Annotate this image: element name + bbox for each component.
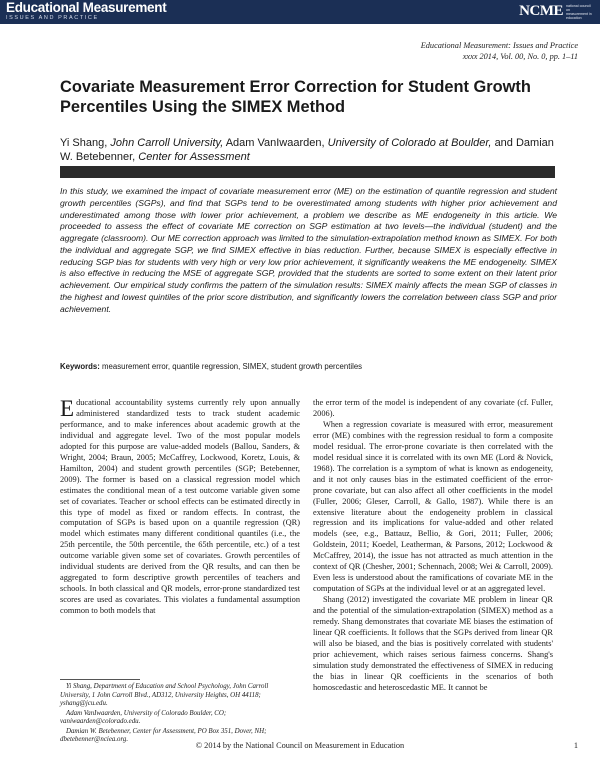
ncme-tagline: national council on measurement in education: [566, 3, 592, 20]
author-name: Yi Shang,: [60, 137, 108, 149]
keywords-list: measurement error, quantile regression, SIMEX, student growth percentiles: [102, 362, 363, 371]
author-affiliation: University of Colorado at Boulder,: [327, 137, 492, 149]
journal-name: Educational Measurement: [6, 0, 167, 15]
footnote-rule: [60, 679, 140, 680]
ncme-logo-text: NCME: [519, 3, 563, 19]
paragraph-text: ducational accountability systems currently rely upon annually administered standardized tests to track student academic performance, and to make inferences about academic growth at the individual and aggregate level. Two of the most popular models adopted for this purpose are value-added models (Ballou, Sanders, & Wright, 2004; Braun, 2005; McCaffrey, Lockwood, Koretz, Louis, & Hamilton, 2004) and student growth percentiles (SGP; Betebenner, 2009). The former is based on a classical regression model which estimates the conditional mean of a test outcome variable given some set of covariates. Teacher or school effects can be estimated directly in this type of model as fixed or random effects. In contrast, the computation of SGPs is based upon on a quantile regression (QR) model which estimates many different conditional quantiles (i.e., the 25th percentile, the 50th percentile, the 65th percentile, etc.) of a test outcome variable given some set of covariates. Growth percentiles of individual students are derived from the QR results, and can then be aggregated to form descriptive growth percentiles of teachers and schools. In both classical and QR models, error-prone standardized test scores are used as covariates. This violates a fundamental assumption common to both models that: [60, 398, 300, 616]
keywords-label: Keywords:: [60, 362, 100, 371]
copyright-line: © 2014 by the National Council on Measurement in Education: [195, 741, 405, 750]
drop-cap: E: [60, 396, 75, 421]
citation-journal: Educational Measurement: Issues and Practice: [420, 41, 578, 50]
journal-banner: [0, 0, 600, 24]
citation-volume: xxxx 2014, Vol. 00, No. 0, pp. 1–11: [462, 52, 578, 61]
journal-brand: [6, 1, 166, 22]
article-title: Covariate Measurement Error Correction for Student Growth Percentiles Using the SIMEX Method: [60, 78, 531, 116]
body-column-right: [313, 398, 553, 694]
header-rule: [60, 166, 555, 178]
society-logo: [519, 3, 592, 20]
body-column-left: [60, 398, 300, 617]
footnote: Adam VanIwaarden, University of Colorado Boulder, CO; vaniwaarden@colorado.edu.: [60, 709, 227, 726]
author-affiliation: John Carroll University,: [110, 137, 224, 149]
body-paragraph: Shang (2012) investigated the covariate ME problem in linear QR and the potential of the simulation-extrapolation (SIMEX) method as a remedy. Shang demonstrates that covariate ME biases the estimation of linear QR coefficients. It follows that the SGPs derived from linear QR will also be biased, and the bias is positively correlated with students' prior achievement, which raises serious fairness concerns. Shang's simulation study demonstrated the effectiveness of SIMEX in reducing the bias in linear QR coefficients in the scenarios of both homoscedastic and heteroscedastic ME. It cannot be: [313, 595, 553, 692]
author-name: and Damian W. Betebenner,: [60, 137, 554, 163]
author-affiliation: Center for Assessment: [138, 151, 250, 163]
footnote: Damian W. Betebenner, Center for Assessment, PO Box 351, Dover, NH; dbetebenner@nciea.org.: [60, 727, 267, 744]
author-list: [60, 136, 560, 164]
journal-subtitle: ISSUES AND PRACTICE: [6, 15, 99, 21]
body-paragraph: When a regression covariate is measured with error, measurement error (ME) combines with the regression residual to form a composite model residual. The error-prone covariate is then correlated with the model residual since it is correlated with its own ME (Lord & Novick, 1968). The correlation is a symptom of what is known as endogeneity, and it not only causes bias in the estimated coefficient of the error-prone covariate, but can also affect all other coefficients in the model (Fuller, 2006; Gleser, Carroll, & Gallo, 1987). While there is an extensive literature about the endogeneity problem in classical regression and its implications for value-added and other related models (see, e.g., Battauz, Bellio, & Gori, 2011; Fuller, 2006; Goldstein, 2011; Koedel, Leatherman, & Parsons, 2012; Lockwood & McCaffrey, 2014), the issue has not attracted as much attention in the context of QR (Chesher, 2001; Schennach, 2008; Wei & Carroll, 2009). Even less is understood about the ramifications of covariate ME in the computation of SGPs at the individual level or at an aggregated level.: [313, 419, 553, 594]
page-number: 1: [573, 741, 578, 750]
author-footnotes: [60, 683, 300, 746]
body-paragraph: the error term of the model is independent of any covariate (cf. Fuller, 2006).: [313, 398, 553, 418]
body-paragraph: [60, 398, 300, 617]
footnote: Yi Shang, Department of Education and School Psychology, John Carroll University, 1 John Carroll Blvd., AD312, University Heights, OH 44118; yshang@jcu.edu.: [60, 683, 269, 708]
author-name: Adam VanIwaarden,: [225, 137, 325, 149]
abstract: In this study, we examined the impact of covariate measurement error (ME) on the estimation of quantile regression and student growth percentiles (SGPs), and find that SGPs tend to be overestimated among students with higher prior achievement and underestimated among those with lower prior achievement, a problem we describe as ME endogeneity in this article. We proceeded to assess the effect of covariate ME correction on SGP estimation at two levels—the individual (student) and the aggregate (classroom). Our ME correction approach was limited to the simulation-extrapolation method known as SIMEX. For both the individual and aggregate SGP, we find SIMEX effective in bias reduction. Further, because SIMEX is especially effective in reducing SGP bias for students with very high or very low prior achievement, it significantly weakens the ME endogeneity. SIMEX is also effective in reducing the MSE of aggregate SGP, provided that the students are sorted to some extent on their latent prior achievement. Our empirical study confirms the pattern of the simulation results: SIMEX mainly affects the mean SGP of classes in the highest and lowest quintiles of the prior score distribution, and significantly lowers the correlation between class SGP and prior achievement.: [60, 186, 557, 314]
keywords: [60, 362, 557, 372]
citation-info: [421, 40, 578, 62]
